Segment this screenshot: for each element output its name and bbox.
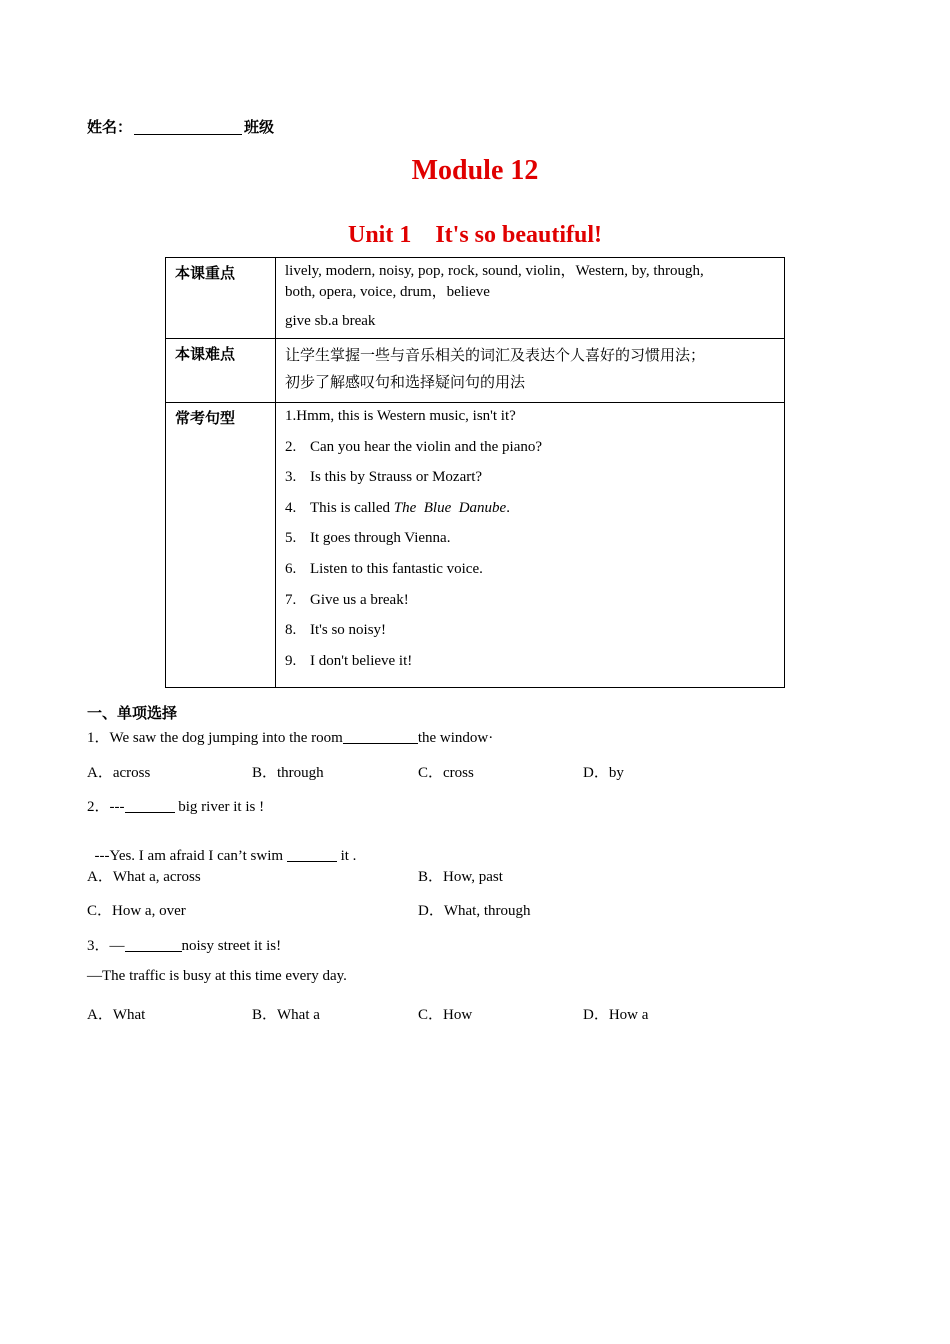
song-title: The Blue Danube [393,499,507,516]
answer-blank[interactable] [343,729,418,744]
question-3: 3．— noisy street it is! [87,938,282,954]
sentence-item: 2. Can you hear the violin and the piano? [285,438,543,455]
question-2: 2．--- big river it is ! [87,799,265,815]
difficulties-label: 本课难点 [166,339,276,403]
exercise-heading: 一、单项选择 [87,704,178,722]
option[interactable]: B．How, past [418,869,503,885]
difficulties-line: 让学生掌握一些与音乐相关的词汇及表达个人喜好的习惯用法； [285,346,706,364]
question-1: 1．We saw the dog jumping into the room the window· [87,730,494,746]
key-points-line: lively, modern, noisy, pop, rock, sound, violin，Western, by, through, [285,263,704,279]
summary-table [165,257,785,688]
sentence-item: 1.Hmm, this is Western music, isn't it? [285,408,516,424]
sentences-label: 常考句型 [166,403,276,688]
option[interactable]: A．What [87,1007,146,1023]
difficulties-line: 初步了解感叹句和选择疑问句的用法 [285,373,526,391]
option[interactable]: C．How a, over [87,903,186,919]
sentence-item: 4. This is called The Blue Danube. [285,499,510,516]
key-points-row [166,258,785,339]
option[interactable]: D．What, through [418,903,531,919]
answer-blank[interactable] [125,937,182,952]
option[interactable]: A．across [87,765,151,781]
answer-blank[interactable] [287,847,337,862]
sentences-content [276,403,785,688]
sentence-item: 7. Give us a break! [285,591,409,608]
key-points-label: 本课重点 [166,258,276,339]
sentences-row [166,403,785,688]
question-2-reply: ---Yes. I am afraid I can’t swim it . [94,848,357,864]
question-3-reply: —The traffic is busy at this time every day. [87,968,347,984]
module-title: Module 12 [411,155,539,186]
unit-title: Unit 1 It's so beautiful! [347,222,603,248]
class-label: 班级 [244,118,275,136]
key-points-line: both, opera, voice, drum，believe [285,284,490,300]
answer-blank[interactable] [125,798,175,813]
sentence-item: 8. It's so noisy! [285,622,387,639]
sentence-item: 9. I don't believe it! [285,652,413,669]
difficulties-row [166,339,785,403]
sentence-item: 5. It goes through Vienna. [285,530,451,547]
option[interactable]: D．How a [583,1007,649,1023]
key-points-content [276,258,785,339]
sentence-item: 3. Is this by Strauss or Mozart? [285,469,483,486]
difficulties-content [276,339,785,403]
option[interactable]: C．How [418,1007,473,1023]
option[interactable]: A．What a, across [87,869,201,885]
name-class-line [87,116,274,137]
option[interactable]: B．What a [252,1007,320,1023]
key-points-line: give sb.a break [285,313,376,329]
option[interactable]: B．through [252,765,324,781]
option[interactable]: C．cross [418,765,474,781]
option[interactable]: D．by [583,765,624,781]
name-label: 姓名： [87,118,133,136]
name-blank[interactable] [134,119,242,135]
sentence-item: 6. Listen to this fantastic voice. [285,560,483,577]
